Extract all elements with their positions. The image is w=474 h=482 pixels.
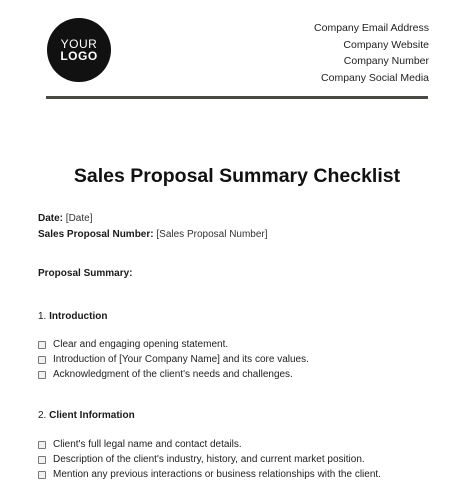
checkbox[interactable] [38, 471, 46, 479]
section-number: 2. [38, 410, 47, 421]
logo-text-line2: LOGO [60, 49, 98, 63]
checklist-item-text: Acknowledgment of the client's needs and challenges. [53, 369, 293, 380]
checklist-item-text: Clear and engaging opening statement. [53, 339, 229, 350]
checklist-item-text: Description of the client's industry, history, and current market position. [53, 454, 365, 465]
checklist-item[interactable] [38, 352, 309, 367]
checklist-item[interactable] [38, 337, 309, 352]
checklist-item-text: Introduction of [Your Company Name] and its core values. [53, 354, 309, 365]
company-number: Company Number [343, 55, 429, 67]
section-introduction-heading [38, 311, 107, 322]
section-name: Client Information [49, 410, 135, 421]
header-divider [46, 96, 428, 99]
checklist-item[interactable] [38, 452, 381, 467]
company-email: Company Email Address [314, 22, 429, 34]
logo-text-line1: YOUR [60, 37, 98, 51]
proposal-number-label: Sales Proposal Number: [38, 229, 154, 240]
checklist-item[interactable] [38, 467, 381, 482]
checklist-item[interactable] [38, 367, 309, 382]
date-label: Date: [38, 213, 64, 224]
client-information-checklist [38, 437, 381, 482]
company-social-media: Company Social Media [321, 71, 429, 84]
date-value: [Date] [65, 213, 93, 224]
date-row [38, 211, 268, 227]
company-website: Company Website [343, 38, 429, 51]
checkbox[interactable] [38, 441, 46, 449]
company-contact-block [314, 20, 429, 86]
section-client-information-heading [38, 410, 135, 421]
section-name: Introduction [49, 311, 108, 322]
proposal-summary-heading: Proposal Summary: [38, 268, 133, 279]
checkbox[interactable] [38, 371, 46, 379]
proposal-meta [38, 211, 268, 243]
company-logo [47, 18, 111, 82]
checklist-item-text: Mention any previous interactions or business relationships with the client. [53, 469, 381, 480]
introduction-checklist [38, 337, 309, 382]
proposal-number-value: [Sales Proposal Number] [156, 229, 268, 240]
checklist-item-text: Client's full legal name and contact details. [53, 439, 242, 450]
checkbox[interactable] [38, 356, 46, 364]
checkbox[interactable] [38, 456, 46, 464]
proposal-number-row [38, 227, 268, 243]
checklist-item[interactable] [38, 437, 381, 452]
section-number: 1. [38, 311, 47, 322]
checkbox[interactable] [38, 341, 46, 349]
document-title: Sales Proposal Summary Checklist [73, 165, 401, 187]
